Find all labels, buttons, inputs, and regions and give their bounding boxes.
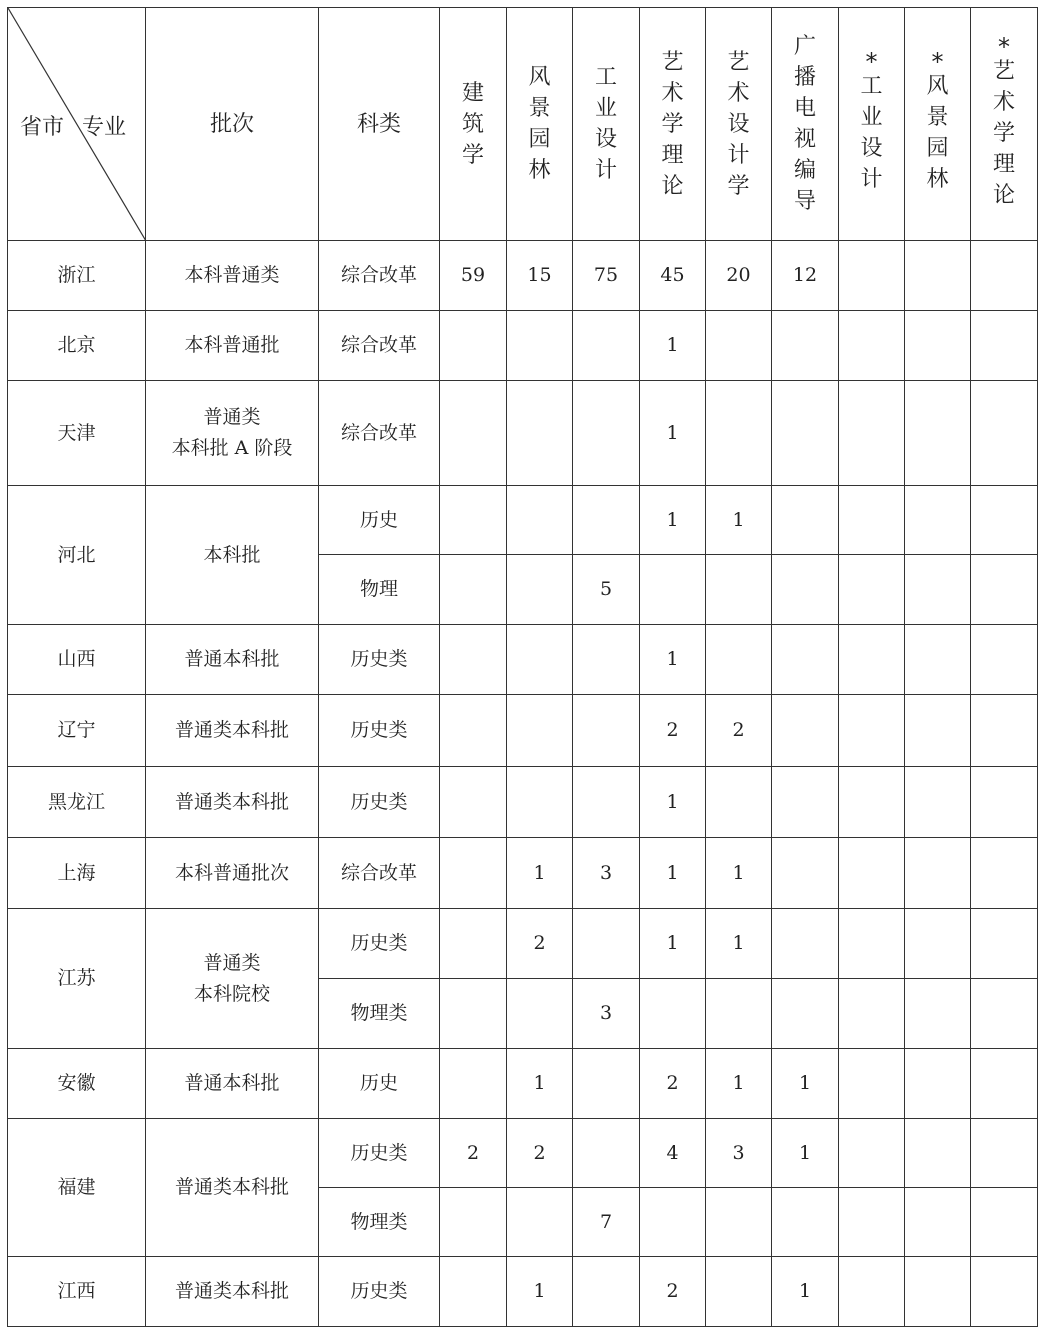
quota-cell	[440, 555, 507, 625]
quota-cell	[839, 241, 905, 311]
quota-cell	[971, 1188, 1038, 1257]
category-cell: 物理类	[319, 979, 440, 1049]
quota-cell	[573, 767, 640, 838]
batch-line: 本科普通批次	[174, 861, 289, 884]
quota-cell	[507, 979, 573, 1049]
batch-cell	[146, 1049, 319, 1119]
table-row	[8, 1119, 1038, 1188]
table-row	[8, 695, 1038, 767]
quota-cell	[839, 979, 905, 1049]
quota-cell	[640, 555, 706, 625]
quota-cell	[772, 909, 839, 979]
quota-cell	[905, 381, 971, 486]
quota-cell	[507, 555, 573, 625]
category-header: 科类	[319, 8, 440, 241]
table-row	[8, 767, 1038, 838]
quota-cell: 1	[706, 486, 772, 555]
province-cell: 浙江	[8, 241, 146, 311]
quota-cell: 15	[507, 241, 573, 311]
quota-cell: 1	[640, 838, 706, 909]
quota-cell: 1	[706, 909, 772, 979]
quota-cell	[440, 838, 507, 909]
quota-cell	[971, 909, 1038, 979]
province-cell: 河北	[8, 486, 146, 625]
table-row	[8, 838, 1038, 909]
category-cell: 综合改革	[319, 241, 440, 311]
quota-cell: 1	[507, 1257, 573, 1327]
province-cell: 福建	[8, 1119, 146, 1257]
major-header: 工 业 设 计	[573, 8, 640, 241]
batch-cell	[146, 695, 319, 767]
table-body	[8, 241, 1038, 1327]
category-cell: 历史类	[319, 909, 440, 979]
quota-cell	[839, 486, 905, 555]
quota-cell	[640, 979, 706, 1049]
quota-cell: 1	[640, 311, 706, 381]
quota-cell	[706, 1257, 772, 1327]
quota-cell	[507, 625, 573, 695]
batch-line: 本科普通批	[184, 334, 280, 356]
quota-cell	[905, 555, 971, 625]
quota-cell	[905, 1188, 971, 1257]
quota-cell	[440, 979, 507, 1049]
province-cell: 黑龙江	[8, 767, 146, 838]
major-header: 风 景 园 林	[507, 8, 573, 241]
table-row	[8, 1049, 1038, 1119]
major-header: 艺 术 设 计 学	[706, 8, 772, 241]
quota-cell: 1	[640, 486, 706, 555]
province-cell: 天津	[8, 381, 146, 486]
batch-line: 普通类	[203, 951, 261, 974]
batch-cell	[146, 1257, 319, 1327]
batch-cell	[146, 311, 319, 381]
category-cell: 物理	[319, 555, 440, 625]
quota-cell	[839, 1188, 905, 1257]
quota-cell	[839, 838, 905, 909]
batch-header: 批次	[146, 8, 319, 241]
header-row	[8, 8, 1038, 241]
quota-cell: 1	[706, 1049, 772, 1119]
category-cell: 历史	[319, 486, 440, 555]
quota-cell	[971, 241, 1038, 311]
quota-cell: 5	[573, 555, 640, 625]
quota-cell: 1	[640, 909, 706, 979]
quota-cell	[772, 838, 839, 909]
quota-cell	[573, 625, 640, 695]
quota-cell: 4	[640, 1119, 706, 1188]
quota-cell	[440, 311, 507, 381]
quota-cell	[640, 1188, 706, 1257]
quota-cell	[573, 311, 640, 381]
major-header-label: 专业	[82, 115, 127, 140]
quota-cell	[971, 625, 1038, 695]
province-cell: 江苏	[8, 909, 146, 1049]
quota-cell	[971, 1257, 1038, 1327]
quota-cell	[772, 486, 839, 555]
quota-cell: 1	[772, 1257, 839, 1327]
quota-cell	[905, 311, 971, 381]
quota-cell: 2	[507, 909, 573, 979]
quota-cell	[905, 1049, 971, 1119]
province-cell: 安徽	[8, 1049, 146, 1119]
quota-cell	[839, 1119, 905, 1188]
quota-cell	[772, 695, 839, 767]
batch-cell	[146, 767, 319, 838]
category-cell: 历史	[319, 1049, 440, 1119]
province-cell: 上海	[8, 838, 146, 909]
quota-cell	[905, 979, 971, 1049]
category-cell: 历史类	[319, 1257, 440, 1327]
quota-cell	[507, 695, 573, 767]
quota-cell	[507, 381, 573, 486]
quota-cell	[440, 1049, 507, 1119]
quota-cell	[905, 1257, 971, 1327]
quota-cell: 3	[573, 979, 640, 1049]
batch-line: 普通本科批	[184, 1072, 280, 1094]
quota-cell	[971, 1119, 1038, 1188]
batch-line: 普通类本科批	[174, 1176, 289, 1198]
batch-cell	[146, 625, 319, 695]
quota-cell: 1	[772, 1049, 839, 1119]
quota-cell: 1	[507, 838, 573, 909]
quota-cell	[507, 767, 573, 838]
quota-cell	[772, 311, 839, 381]
quota-cell	[839, 695, 905, 767]
quota-cell	[971, 486, 1038, 555]
quota-cell: 75	[573, 241, 640, 311]
quota-cell	[971, 979, 1038, 1049]
quota-cell: 2	[706, 695, 772, 767]
category-cell: 历史类	[319, 695, 440, 767]
quota-cell	[706, 979, 772, 1049]
quota-cell	[839, 625, 905, 695]
quota-cell	[971, 838, 1038, 909]
quota-cell	[507, 311, 573, 381]
major-header: * 工 业 设 计	[839, 8, 905, 241]
province-cell: 辽宁	[8, 695, 146, 767]
table-row	[8, 311, 1038, 381]
quota-cell	[440, 1257, 507, 1327]
province-cell: 山西	[8, 625, 146, 695]
quota-cell: 7	[573, 1188, 640, 1257]
category-cell: 历史类	[319, 767, 440, 838]
quota-cell	[573, 381, 640, 486]
quota-cell	[839, 1049, 905, 1119]
quota-cell	[971, 695, 1038, 767]
quota-cell	[440, 767, 507, 838]
batch-line: 普通类本科批	[174, 790, 289, 813]
quota-cell	[706, 767, 772, 838]
quota-cell	[905, 486, 971, 555]
quota-cell	[772, 381, 839, 486]
quota-cell	[573, 1119, 640, 1188]
table-row	[8, 625, 1038, 695]
quota-cell	[905, 241, 971, 311]
quota-cell	[839, 555, 905, 625]
category-cell: 历史类	[319, 1119, 440, 1188]
province-cell: 北京	[8, 311, 146, 381]
quota-cell: 2	[640, 695, 706, 767]
batch-line: 普通本科批	[184, 648, 280, 670]
category-cell: 综合改革	[319, 838, 440, 909]
major-header: 艺 术 学 理 论	[640, 8, 706, 241]
quota-cell: 2	[507, 1119, 573, 1188]
quota-cell	[772, 625, 839, 695]
batch-line: 本科批 A 阶段	[171, 437, 293, 459]
quota-cell	[772, 555, 839, 625]
quota-cell: 1	[772, 1119, 839, 1188]
quota-cell	[706, 555, 772, 625]
quota-cell	[971, 311, 1038, 381]
batch-cell	[146, 1119, 319, 1257]
quota-cell	[971, 1049, 1038, 1119]
quota-cell	[971, 555, 1038, 625]
batch-line: 本科批	[203, 543, 261, 566]
quota-cell	[573, 486, 640, 555]
batch-cell	[146, 381, 319, 486]
quota-cell	[772, 979, 839, 1049]
quota-cell	[507, 1188, 573, 1257]
quota-cell	[839, 909, 905, 979]
quota-cell	[905, 1119, 971, 1188]
table-row	[8, 241, 1038, 311]
quota-cell	[507, 486, 573, 555]
quota-cell	[971, 767, 1038, 838]
quota-cell: 1	[640, 381, 706, 486]
quota-cell	[440, 486, 507, 555]
quota-cell	[440, 1188, 507, 1257]
quota-cell: 12	[772, 241, 839, 311]
quota-cell	[905, 838, 971, 909]
quota-cell	[706, 381, 772, 486]
quota-cell	[905, 695, 971, 767]
major-header: 广 播 电 视 编 导	[772, 8, 839, 241]
quota-cell	[905, 625, 971, 695]
major-header: * 艺 术 学 理 论	[971, 8, 1038, 241]
batch-line: 普通类本科批	[174, 719, 289, 741]
province-cell: 江西	[8, 1257, 146, 1327]
quota-cell	[971, 381, 1038, 486]
batch-line: 普通类本科批	[174, 1280, 289, 1302]
table-row	[8, 486, 1038, 555]
batch-cell	[146, 241, 319, 311]
category-cell: 历史类	[319, 625, 440, 695]
quota-cell: 45	[640, 241, 706, 311]
table-row	[8, 1257, 1038, 1327]
quota-cell	[839, 1257, 905, 1327]
category-cell: 物理类	[319, 1188, 440, 1257]
batch-cell	[146, 909, 319, 1049]
quota-cell	[905, 767, 971, 838]
quota-cell	[772, 1188, 839, 1257]
quota-cell: 2	[440, 1119, 507, 1188]
quota-cell: 1	[507, 1049, 573, 1119]
quota-cell: 2	[640, 1257, 706, 1327]
quota-cell	[573, 909, 640, 979]
major-header: 建 筑 学	[440, 8, 507, 241]
category-cell: 综合改革	[319, 381, 440, 486]
batch-cell	[146, 838, 319, 909]
quota-cell	[440, 625, 507, 695]
quota-cell: 3	[573, 838, 640, 909]
quota-cell	[839, 381, 905, 486]
quota-cell: 20	[706, 241, 772, 311]
quota-cell: 1	[640, 625, 706, 695]
batch-line: 普通类	[203, 406, 261, 428]
quota-cell	[573, 1049, 640, 1119]
quota-cell: 1	[706, 838, 772, 909]
quota-cell	[440, 381, 507, 486]
quota-cell	[440, 909, 507, 979]
table-row	[8, 909, 1038, 979]
quota-cell	[440, 695, 507, 767]
quota-cell	[706, 311, 772, 381]
quota-cell: 1	[640, 767, 706, 838]
quota-cell: 2	[640, 1049, 706, 1119]
batch-line: 本科院校	[193, 982, 270, 1005]
quota-cell: 3	[706, 1119, 772, 1188]
major-header: * 风 景 园 林	[905, 8, 971, 241]
quota-cell	[573, 695, 640, 767]
quota-cell	[706, 1188, 772, 1257]
quota-cell: 59	[440, 241, 507, 311]
quota-cell	[905, 909, 971, 979]
category-cell: 综合改革	[319, 311, 440, 381]
corner-header-cell	[8, 8, 146, 241]
quota-cell	[573, 1257, 640, 1327]
quota-cell	[839, 767, 905, 838]
quota-cell	[772, 767, 839, 838]
quota-cell	[839, 311, 905, 381]
batch-cell	[146, 486, 319, 625]
table-row	[8, 381, 1038, 486]
enrollment-plan-table	[7, 7, 1038, 1327]
batch-line: 本科普通类	[184, 264, 280, 286]
province-header-label: 省市	[20, 115, 65, 140]
quota-cell	[706, 625, 772, 695]
